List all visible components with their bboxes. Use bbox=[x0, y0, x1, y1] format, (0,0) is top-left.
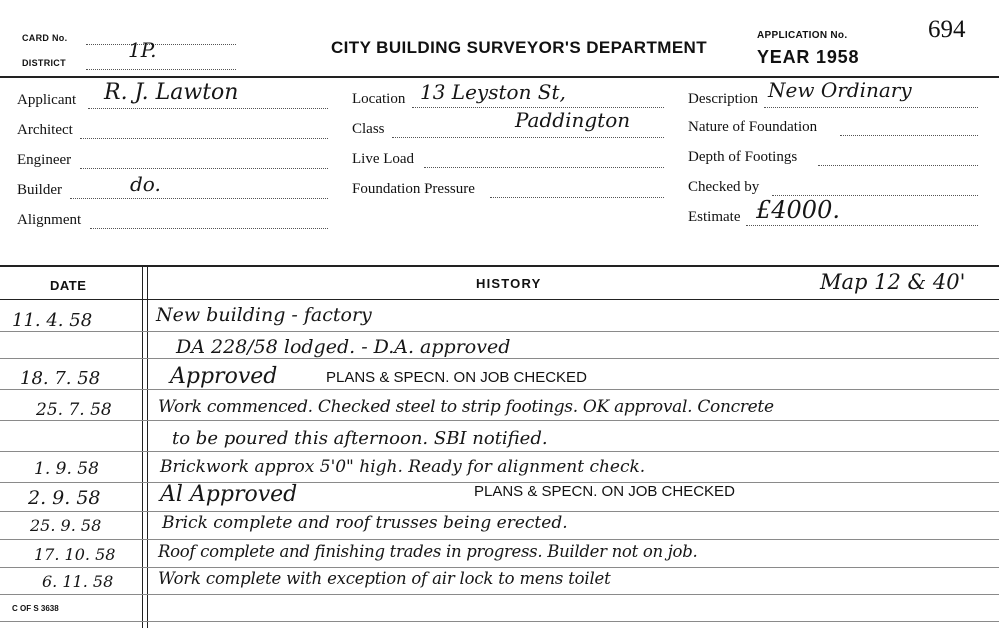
history-date: 2. 9. 58 bbox=[28, 487, 101, 509]
ruled-line bbox=[148, 594, 999, 595]
description-line bbox=[764, 107, 978, 108]
location-value-2: Paddington bbox=[515, 108, 631, 132]
approval-stamp: PLANS & SPECN. ON JOB CHECKED bbox=[326, 369, 587, 386]
estimate-value: £4000. bbox=[756, 196, 840, 224]
alignment-line bbox=[90, 228, 328, 229]
class-line bbox=[392, 137, 664, 138]
application-no-label: APPLICATION No. bbox=[757, 30, 848, 41]
history-date: 25. 9. 58 bbox=[30, 516, 102, 535]
history-date: 11. 4. 58 bbox=[12, 310, 93, 331]
date-header: DATE bbox=[50, 278, 87, 293]
engineer-label: Engineer bbox=[17, 152, 72, 168]
history-date: 17. 10. 58 bbox=[34, 545, 116, 564]
application-no-value: 694 bbox=[928, 16, 966, 43]
ruled-line bbox=[0, 420, 148, 421]
estimate-label: Estimate bbox=[688, 209, 741, 225]
checked-by-label: Checked by bbox=[688, 179, 760, 195]
history-text: Work complete with exception of air lock to mens toilet bbox=[158, 569, 611, 588]
history-text: Brickwork approx 5'0" high. Ready for alignment check. bbox=[160, 457, 646, 477]
history-text: to be poured this afternoon. SBI notified. bbox=[172, 428, 548, 449]
history-header-underline bbox=[0, 299, 999, 300]
builder-line bbox=[70, 198, 328, 199]
ruled-line bbox=[148, 567, 999, 568]
history-text: Al Approved bbox=[160, 482, 298, 507]
history-date: 6. 11. 58 bbox=[42, 572, 114, 591]
history-header: HISTORY bbox=[476, 276, 542, 291]
history-text: DA 228/58 lodged. - D.A. approved bbox=[176, 336, 511, 358]
history-text: New building - factory bbox=[156, 304, 372, 326]
card-no-label: CARD No. bbox=[22, 33, 68, 43]
live-load-line bbox=[424, 167, 664, 168]
ruled-line bbox=[0, 539, 148, 540]
alignment-label: Alignment bbox=[17, 212, 82, 228]
history-date: 18. 7. 58 bbox=[20, 368, 101, 389]
description-label: Description bbox=[688, 91, 758, 107]
year-label: YEAR 1958 bbox=[757, 47, 860, 67]
location-value-1: 13 Leyston St, bbox=[420, 80, 566, 104]
history-text: Roof complete and finishing trades in progress. Builder not on job. bbox=[158, 542, 698, 561]
ruled-line bbox=[0, 389, 148, 390]
ruled-line bbox=[148, 358, 999, 359]
ruled-line bbox=[148, 331, 999, 332]
date-column-line-2 bbox=[147, 266, 148, 628]
district-value: 1P. bbox=[128, 38, 157, 62]
district-label: DISTRICT bbox=[22, 58, 66, 68]
history-text: Work commenced. Checked steel to strip footings. OK approval. Concrete bbox=[158, 397, 774, 417]
ruled-line bbox=[0, 594, 148, 595]
nature-of-foundation-line bbox=[840, 135, 978, 136]
applicant-line bbox=[88, 108, 328, 109]
history-date: 1. 9. 58 bbox=[34, 459, 99, 479]
engineer-line bbox=[80, 168, 328, 169]
applicant-value: R. J. Lawton bbox=[104, 80, 239, 105]
ruled-line bbox=[148, 511, 999, 512]
approval-stamp: PLANS & SPECN. ON JOB CHECKED bbox=[474, 483, 735, 500]
depth-of-footings-line bbox=[818, 165, 978, 166]
architect-line bbox=[80, 138, 328, 139]
builder-label: Builder bbox=[17, 182, 62, 198]
ruled-line bbox=[148, 539, 999, 540]
department-title: CITY BUILDING SURVEYOR'S DEPARTMENT bbox=[331, 38, 708, 57]
ruled-line bbox=[148, 451, 999, 452]
history-text: Approved bbox=[170, 364, 278, 389]
history-date: 25. 7. 58 bbox=[36, 400, 112, 420]
district-line bbox=[86, 69, 236, 70]
location-label: Location bbox=[352, 91, 406, 107]
architect-label: Architect bbox=[17, 122, 73, 138]
estimate-line bbox=[746, 225, 978, 226]
date-column-line-1 bbox=[142, 266, 143, 628]
ruled-line bbox=[148, 621, 999, 622]
class-label: Class bbox=[352, 121, 385, 137]
ruled-line bbox=[0, 511, 148, 512]
ruled-line bbox=[148, 389, 999, 390]
ruled-line bbox=[0, 451, 148, 452]
nature-of-foundation-label: Nature of Foundation bbox=[688, 119, 818, 135]
applicant-label: Applicant bbox=[17, 92, 77, 108]
foundation-pressure-line bbox=[490, 197, 664, 198]
history-text: Brick complete and roof trusses being erected. bbox=[162, 513, 568, 533]
builder-value: do. bbox=[130, 172, 161, 196]
description-value: New Ordinary bbox=[768, 78, 912, 102]
ruled-line bbox=[0, 567, 148, 568]
depth-of-footings-label: Depth of Footings bbox=[688, 149, 798, 165]
map-reference: Map 12 & 40' bbox=[820, 270, 966, 294]
history-divider bbox=[0, 265, 999, 267]
live-load-label: Live Load bbox=[352, 151, 415, 167]
card-no-line bbox=[86, 44, 236, 45]
ruled-line bbox=[0, 482, 148, 483]
ruled-line bbox=[0, 621, 148, 622]
ruled-line bbox=[148, 420, 999, 421]
ruled-line bbox=[0, 358, 148, 359]
foundation-pressure-label: Foundation Pressure bbox=[352, 181, 475, 197]
ruled-line bbox=[0, 331, 148, 332]
form-code: C OF S 3638 bbox=[12, 604, 59, 613]
